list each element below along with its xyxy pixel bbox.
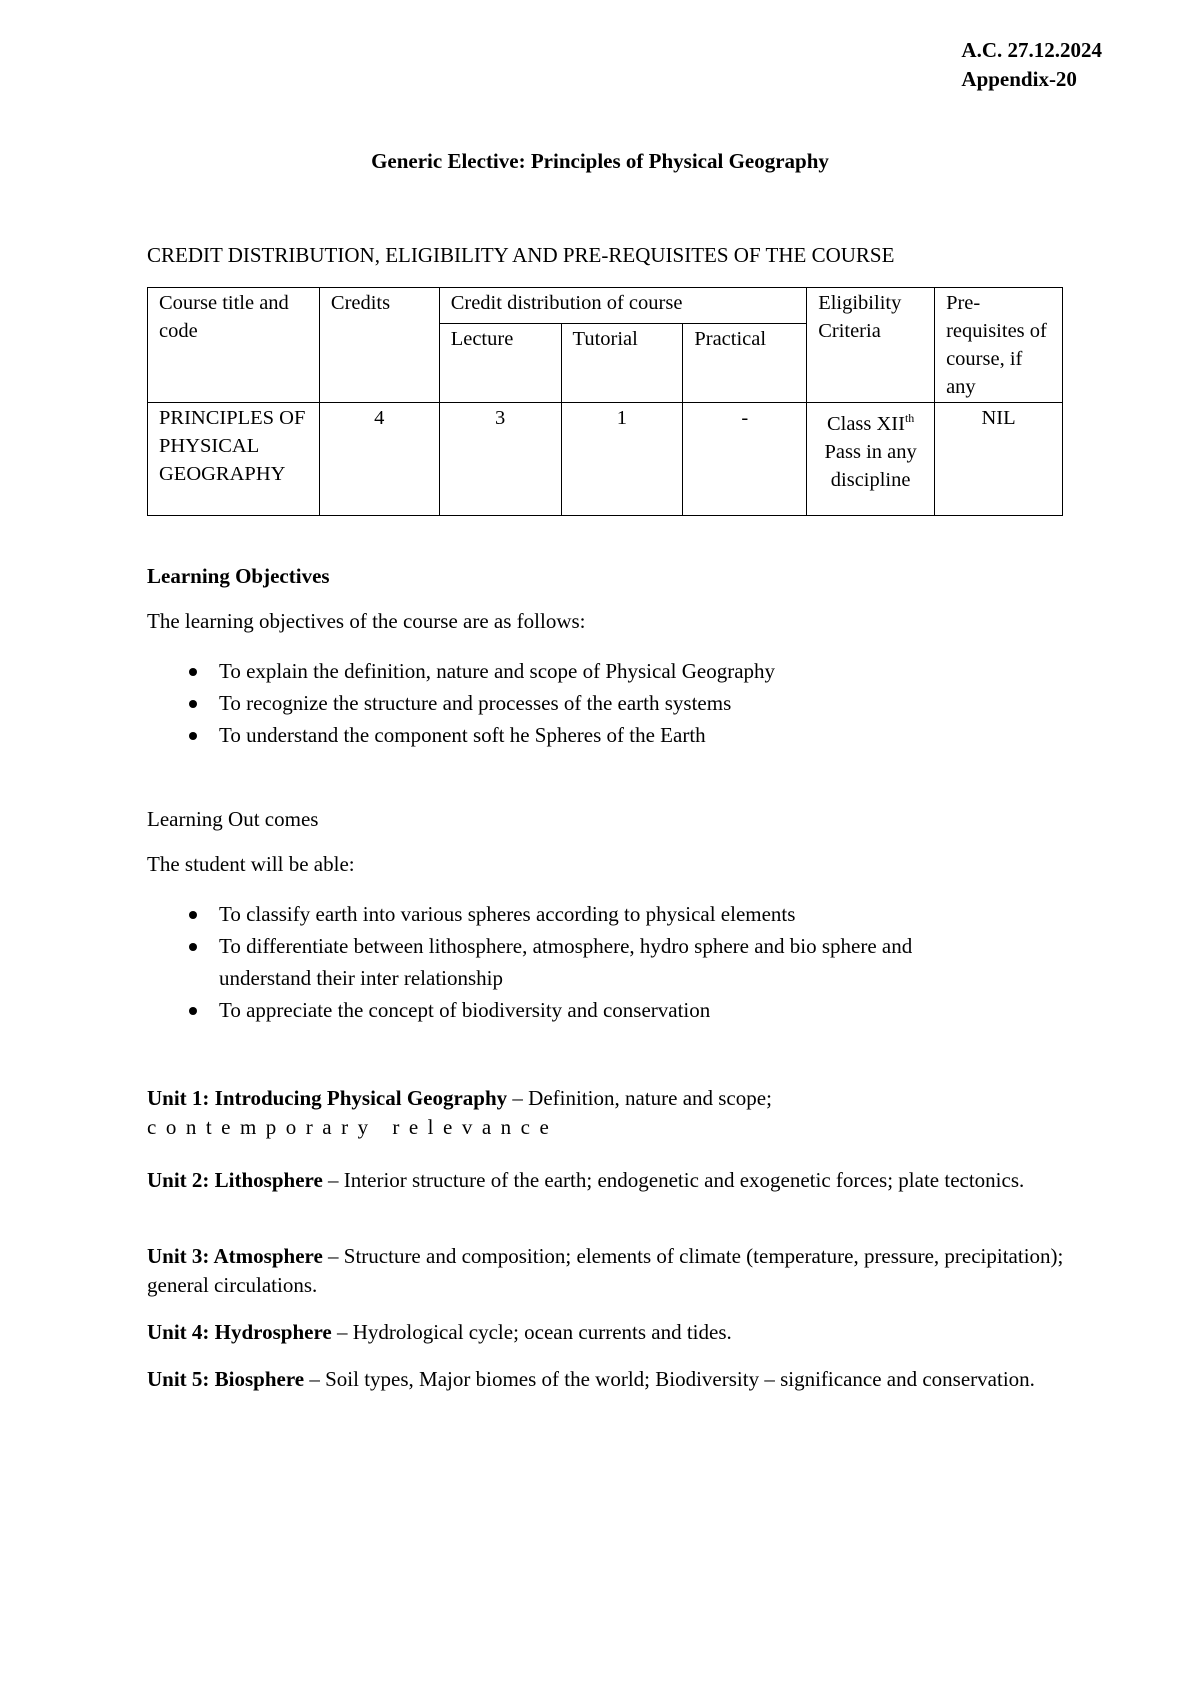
cell-tutorial: 1 [561, 403, 683, 516]
eligibility-pass: Pass in any discipline [824, 440, 917, 491]
header-practical: Practical [683, 324, 807, 403]
bullet-icon [189, 668, 197, 676]
bullet-icon [189, 943, 197, 951]
outcomes-list [147, 898, 1007, 1026]
header-lecture: Lecture [439, 324, 561, 403]
header-credit-distribution: Credit distribution of course [439, 288, 806, 324]
header-tutorial: Tutorial [561, 324, 683, 403]
objectives-intro: The learning objectives of the course are as follows: [147, 609, 586, 633]
list-item: To classify earth into various spheres according to physical elements [147, 898, 1007, 930]
bullet-icon [189, 732, 197, 740]
unit-1-text-continued: contemporary relevance [147, 1115, 559, 1139]
document-title: Generic Elective: Principles of Physical Geography [371, 149, 829, 173]
unit-2-text: – Interior structure of the earth; endogenetic and exogenetic forces; plate tectonics. [322, 1168, 1025, 1192]
unit-5 [147, 1365, 1067, 1394]
unit-3 [147, 1242, 1067, 1300]
header-course-title: Course title and code [148, 288, 320, 403]
list-item: To understand the component soft he Spheres of the Earth [147, 719, 1047, 751]
objectives-heading: Learning Objectives [147, 564, 330, 588]
cell-practical: - [683, 403, 807, 516]
unit-2 [147, 1166, 1067, 1195]
unit-1-text: – Definition, nature and scope; [507, 1086, 772, 1110]
list-item: To differentiate between lithosphere, atmosphere, hydro sphere and bio sphere and understand their inter relationship [147, 930, 1007, 994]
unit-5-label: Unit 5: Biosphere [147, 1367, 305, 1391]
table-row [148, 403, 1063, 516]
list-item: To appreciate the concept of biodiversity and conservation [147, 994, 1007, 1026]
unit-1 [147, 1084, 1067, 1142]
header-credits: Credits [319, 288, 439, 403]
cell-credits: 4 [319, 403, 439, 516]
cell-course-name: PRINCIPLES OF PHYSICAL GEOGRAPHY [148, 403, 320, 516]
appendix-label: Appendix-20 [961, 67, 1077, 91]
table-header-row [148, 288, 1063, 324]
unit-5-text: – Soil types, Major biomes of the world; Biodiversity – significance and conservation. [304, 1367, 1035, 1391]
unit-2-label: Unit 2: Lithosphere [147, 1168, 323, 1192]
cell-lecture: 3 [439, 403, 561, 516]
cell-eligibility [807, 403, 935, 516]
unit-3-label: Unit 3: Atmosphere [147, 1244, 323, 1268]
cell-prerequisites: NIL [935, 403, 1063, 516]
ac-date: A.C. 27.12.2024 [961, 38, 1102, 62]
credit-distribution-table [147, 287, 1063, 516]
credit-section-caption: CREDIT DISTRIBUTION, ELIGIBILITY AND PRE-REQUISITES OF THE COURSE [147, 243, 895, 267]
list-item: To explain the definition, nature and scope of Physical Geography [147, 655, 1047, 687]
eligibility-superscript: th [904, 411, 915, 425]
list-item: To recognize the structure and processes of the earth systems [147, 687, 1047, 719]
header-eligibility: Eligibility Criteria [807, 288, 935, 403]
header-prerequisites: Pre-requisites of course, if any [935, 288, 1063, 403]
bullet-icon [189, 911, 197, 919]
bullet-icon [189, 1007, 197, 1015]
unit-1-label: Unit 1: Introducing Physical Geography [147, 1086, 508, 1110]
outcomes-heading: Learning Out comes [147, 807, 319, 831]
unit-4-text: – Hydrological cycle; ocean currents and tides. [331, 1320, 732, 1344]
bullet-icon [189, 700, 197, 708]
eligibility-class: Class XII [826, 412, 905, 435]
unit-4 [147, 1318, 1067, 1347]
objectives-list [147, 655, 1047, 751]
outcomes-intro: The student will be able: [147, 852, 355, 876]
unit-3-text: – Structure and composition; elements of climate (temperature, pressure, precipitation); general circulations. [147, 1244, 1064, 1297]
unit-4-label: Unit 4: Hydrosphere [147, 1320, 332, 1344]
reference-header [961, 36, 1102, 94]
